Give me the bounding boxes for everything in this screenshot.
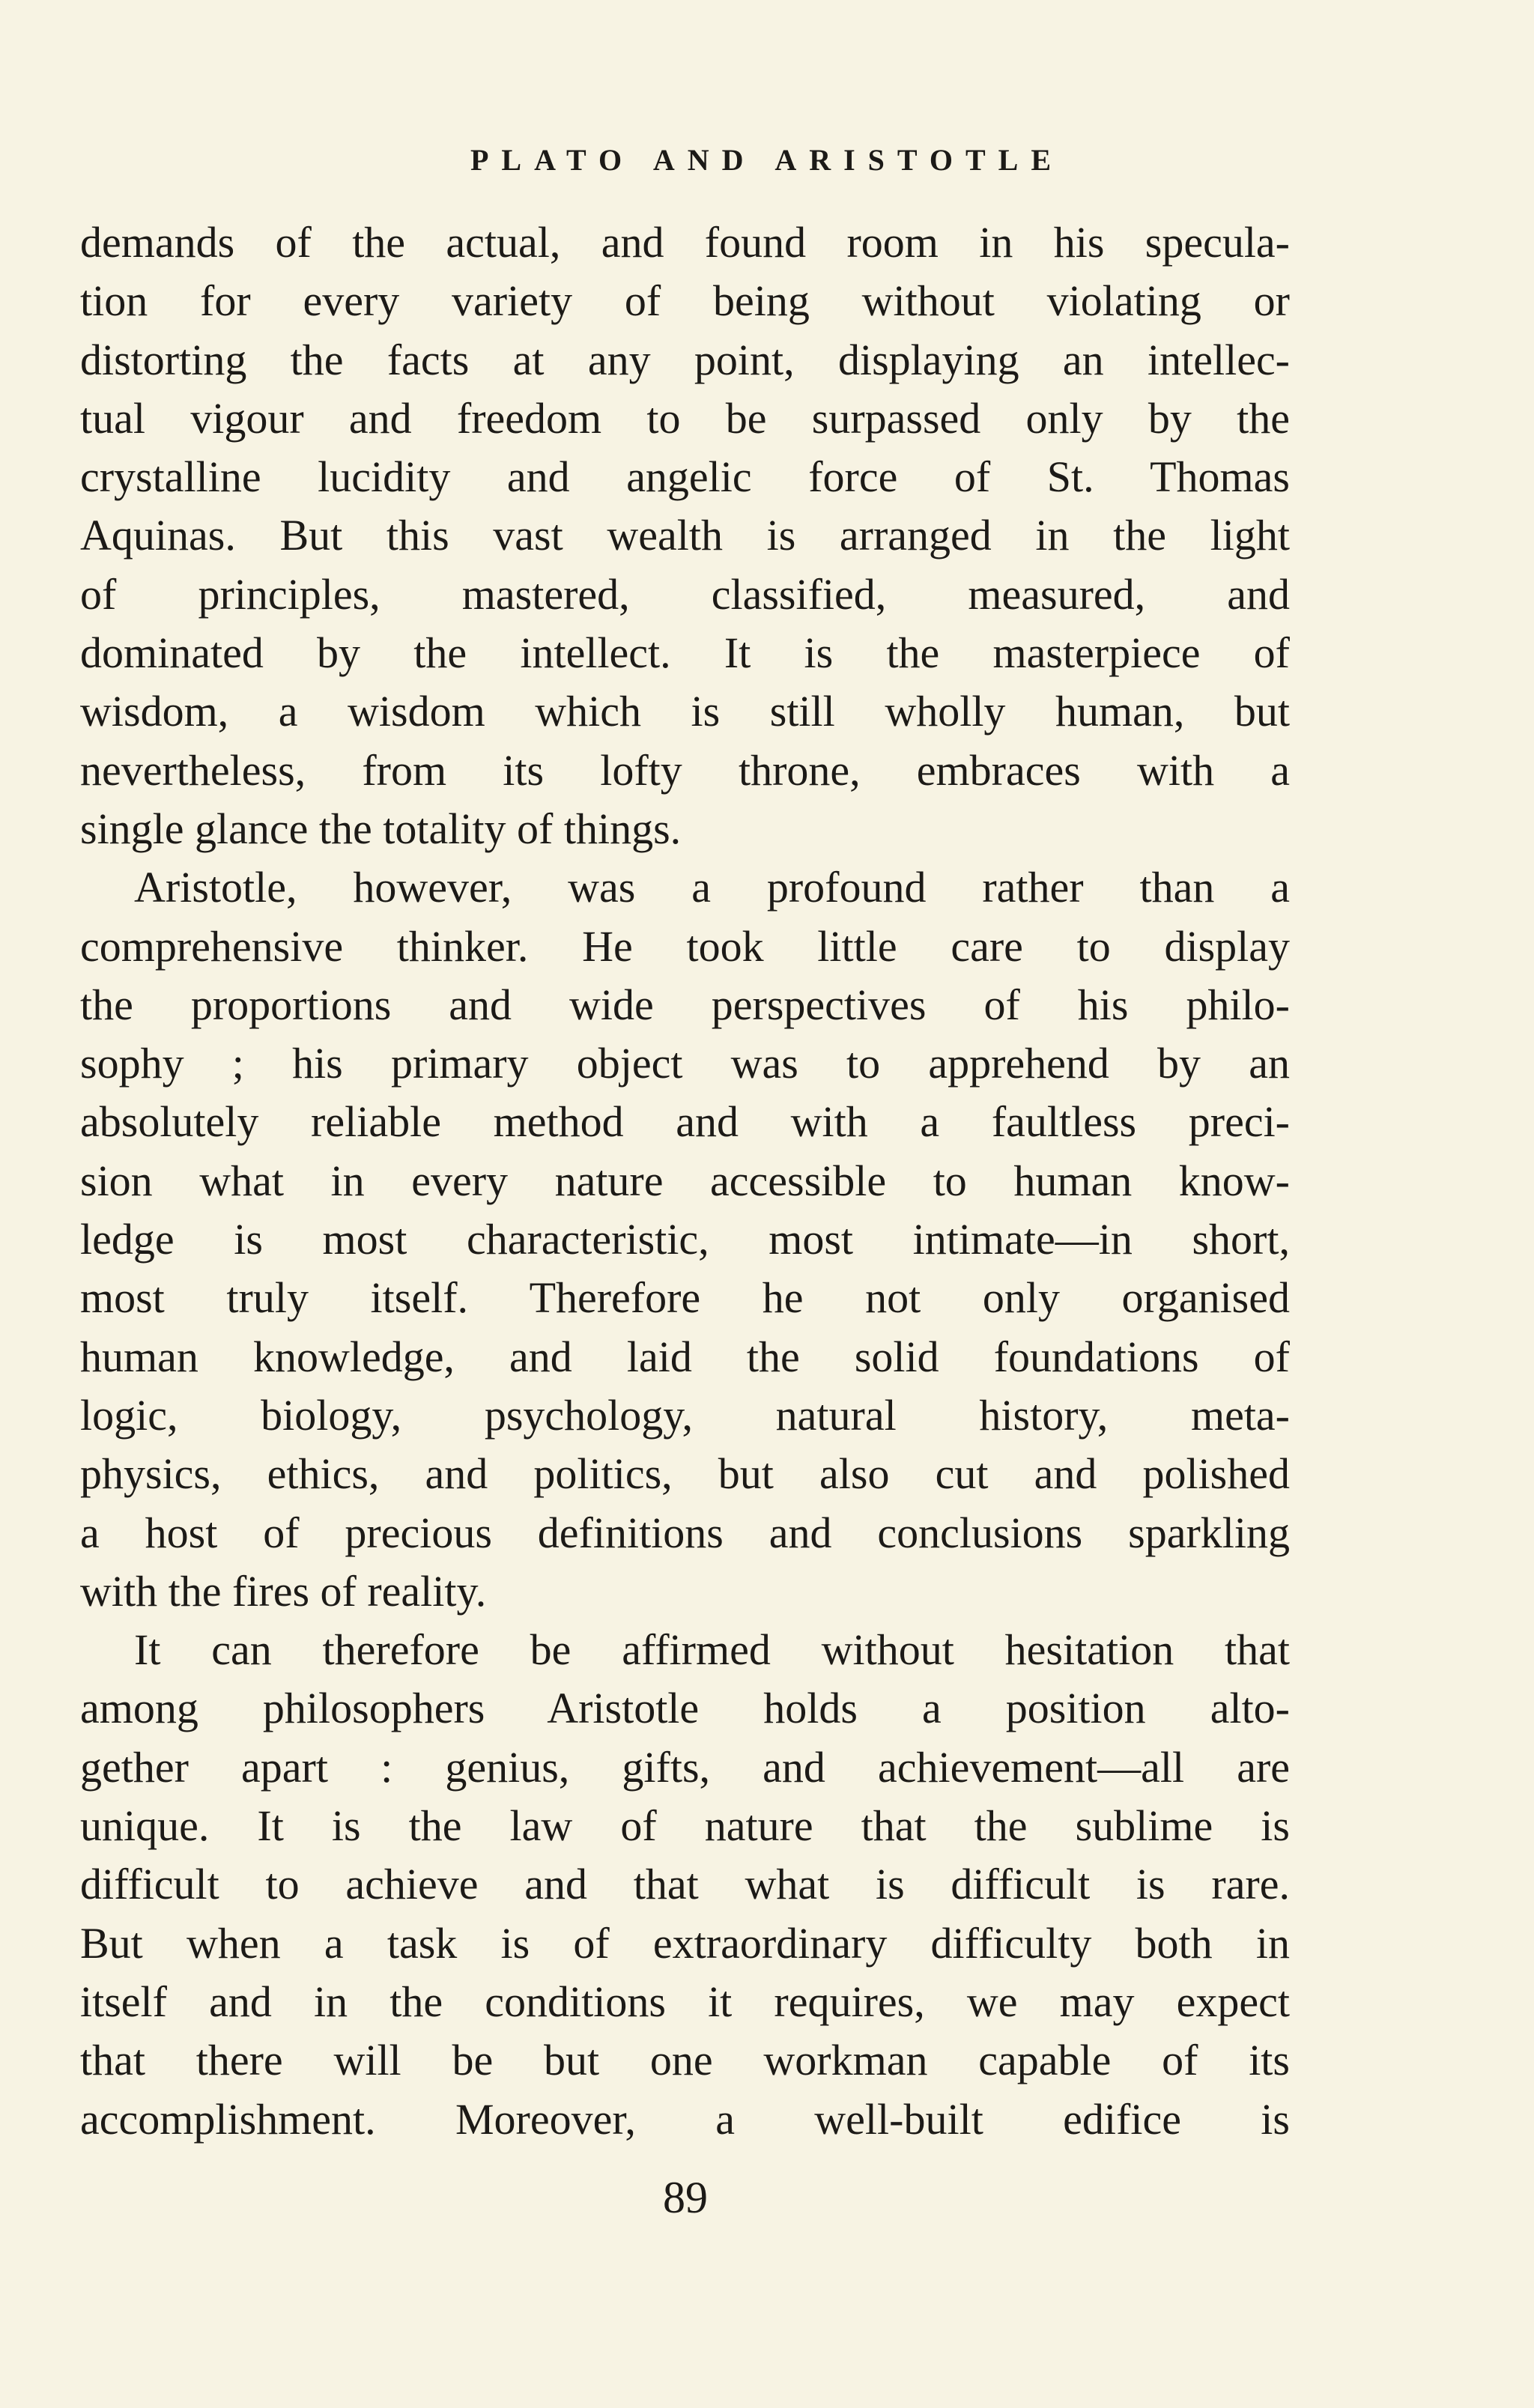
text-line: wisdom, a wisdom which is still wholly human, but [80,687,1290,736]
text-line: that there will be but one workman capable of its [80,2036,1290,2085]
text-line: ledge is most characteristic, most intimate—in short, [80,1215,1290,1264]
text-line: It can therefore be affirmed without hesitation that [134,1625,1290,1675]
text-line: human knowledge, and laid the solid foundations of [80,1332,1290,1381]
body-text [80,213,1290,2149]
text-line: unique. It is the law of nature that the sublime is [80,1801,1290,1851]
text-line: among philosophers Aristotle holds a position alto- [80,1684,1290,1733]
text-line: Aristotle, however, was a profound rather than a [134,863,1290,912]
text-line: But when a task is of extraordinary difficulty both in [80,1918,1290,1968]
text-line: single glance the totality of things. [80,804,682,853]
text-line: comprehensive thinker. He took little care to display [80,921,1290,971]
text-line: gether apart : genius, gifts, and achievement—all are [80,1742,1290,1792]
text-line: sophy ; his primary object was to apprehend by an [80,1039,1290,1088]
text-line: most truly itself. Therefore he not only organised [80,1273,1290,1323]
text-line: physics, ethics, and politics, but also cut and polished [80,1449,1290,1499]
text-line: nevertheless, from its lofty throne, embraces with a [80,745,1290,795]
text-line: Aquinas. But this vast wealth is arranged in the light [80,511,1290,560]
text-line: of principles, mastered, classified, measured, and [80,569,1290,619]
text-line: sion what in every nature accessible to human know- [80,1156,1290,1205]
text-line: itself and in the conditions it requires, we may expect [80,1977,1290,2026]
text-line: distorting the facts at any point, displaying an intellec- [80,335,1290,384]
text-line: tion for every variety of being without violating or [80,276,1290,326]
text-line: absolutely reliable method and with a faultless preci- [80,1097,1290,1147]
text-line: the proportions and wide perspectives of his philo- [80,980,1290,1029]
text-line: a host of precious definitions and conclusions sparkling [80,1508,1290,1557]
text-line: with the fires of reality. [80,1566,487,1616]
text-line: difficult to achieve and that what is difficult is rare. [80,1860,1290,1909]
text-line: dominated by the intellect. It is the masterpiece of [80,628,1290,678]
text-line: crystalline lucidity and angelic force of St. Thomas [80,452,1290,502]
paragraph [80,1621,1290,2149]
page-number: 89 [663,2173,708,2222]
paragraph [80,858,1290,1621]
text-line: logic, biology, psychology, natural history, meta- [80,1390,1290,1440]
running-head: PLATO AND ARISTOTLE [470,143,1064,177]
text-line: accomplishment. Moreover, a well-built edifice is [80,2094,1290,2144]
text-line: tual vigour and freedom to be surpassed only by the [80,393,1290,443]
paragraph [80,213,1290,858]
text-line: demands of the actual, and found room in his specula- [80,218,1290,267]
